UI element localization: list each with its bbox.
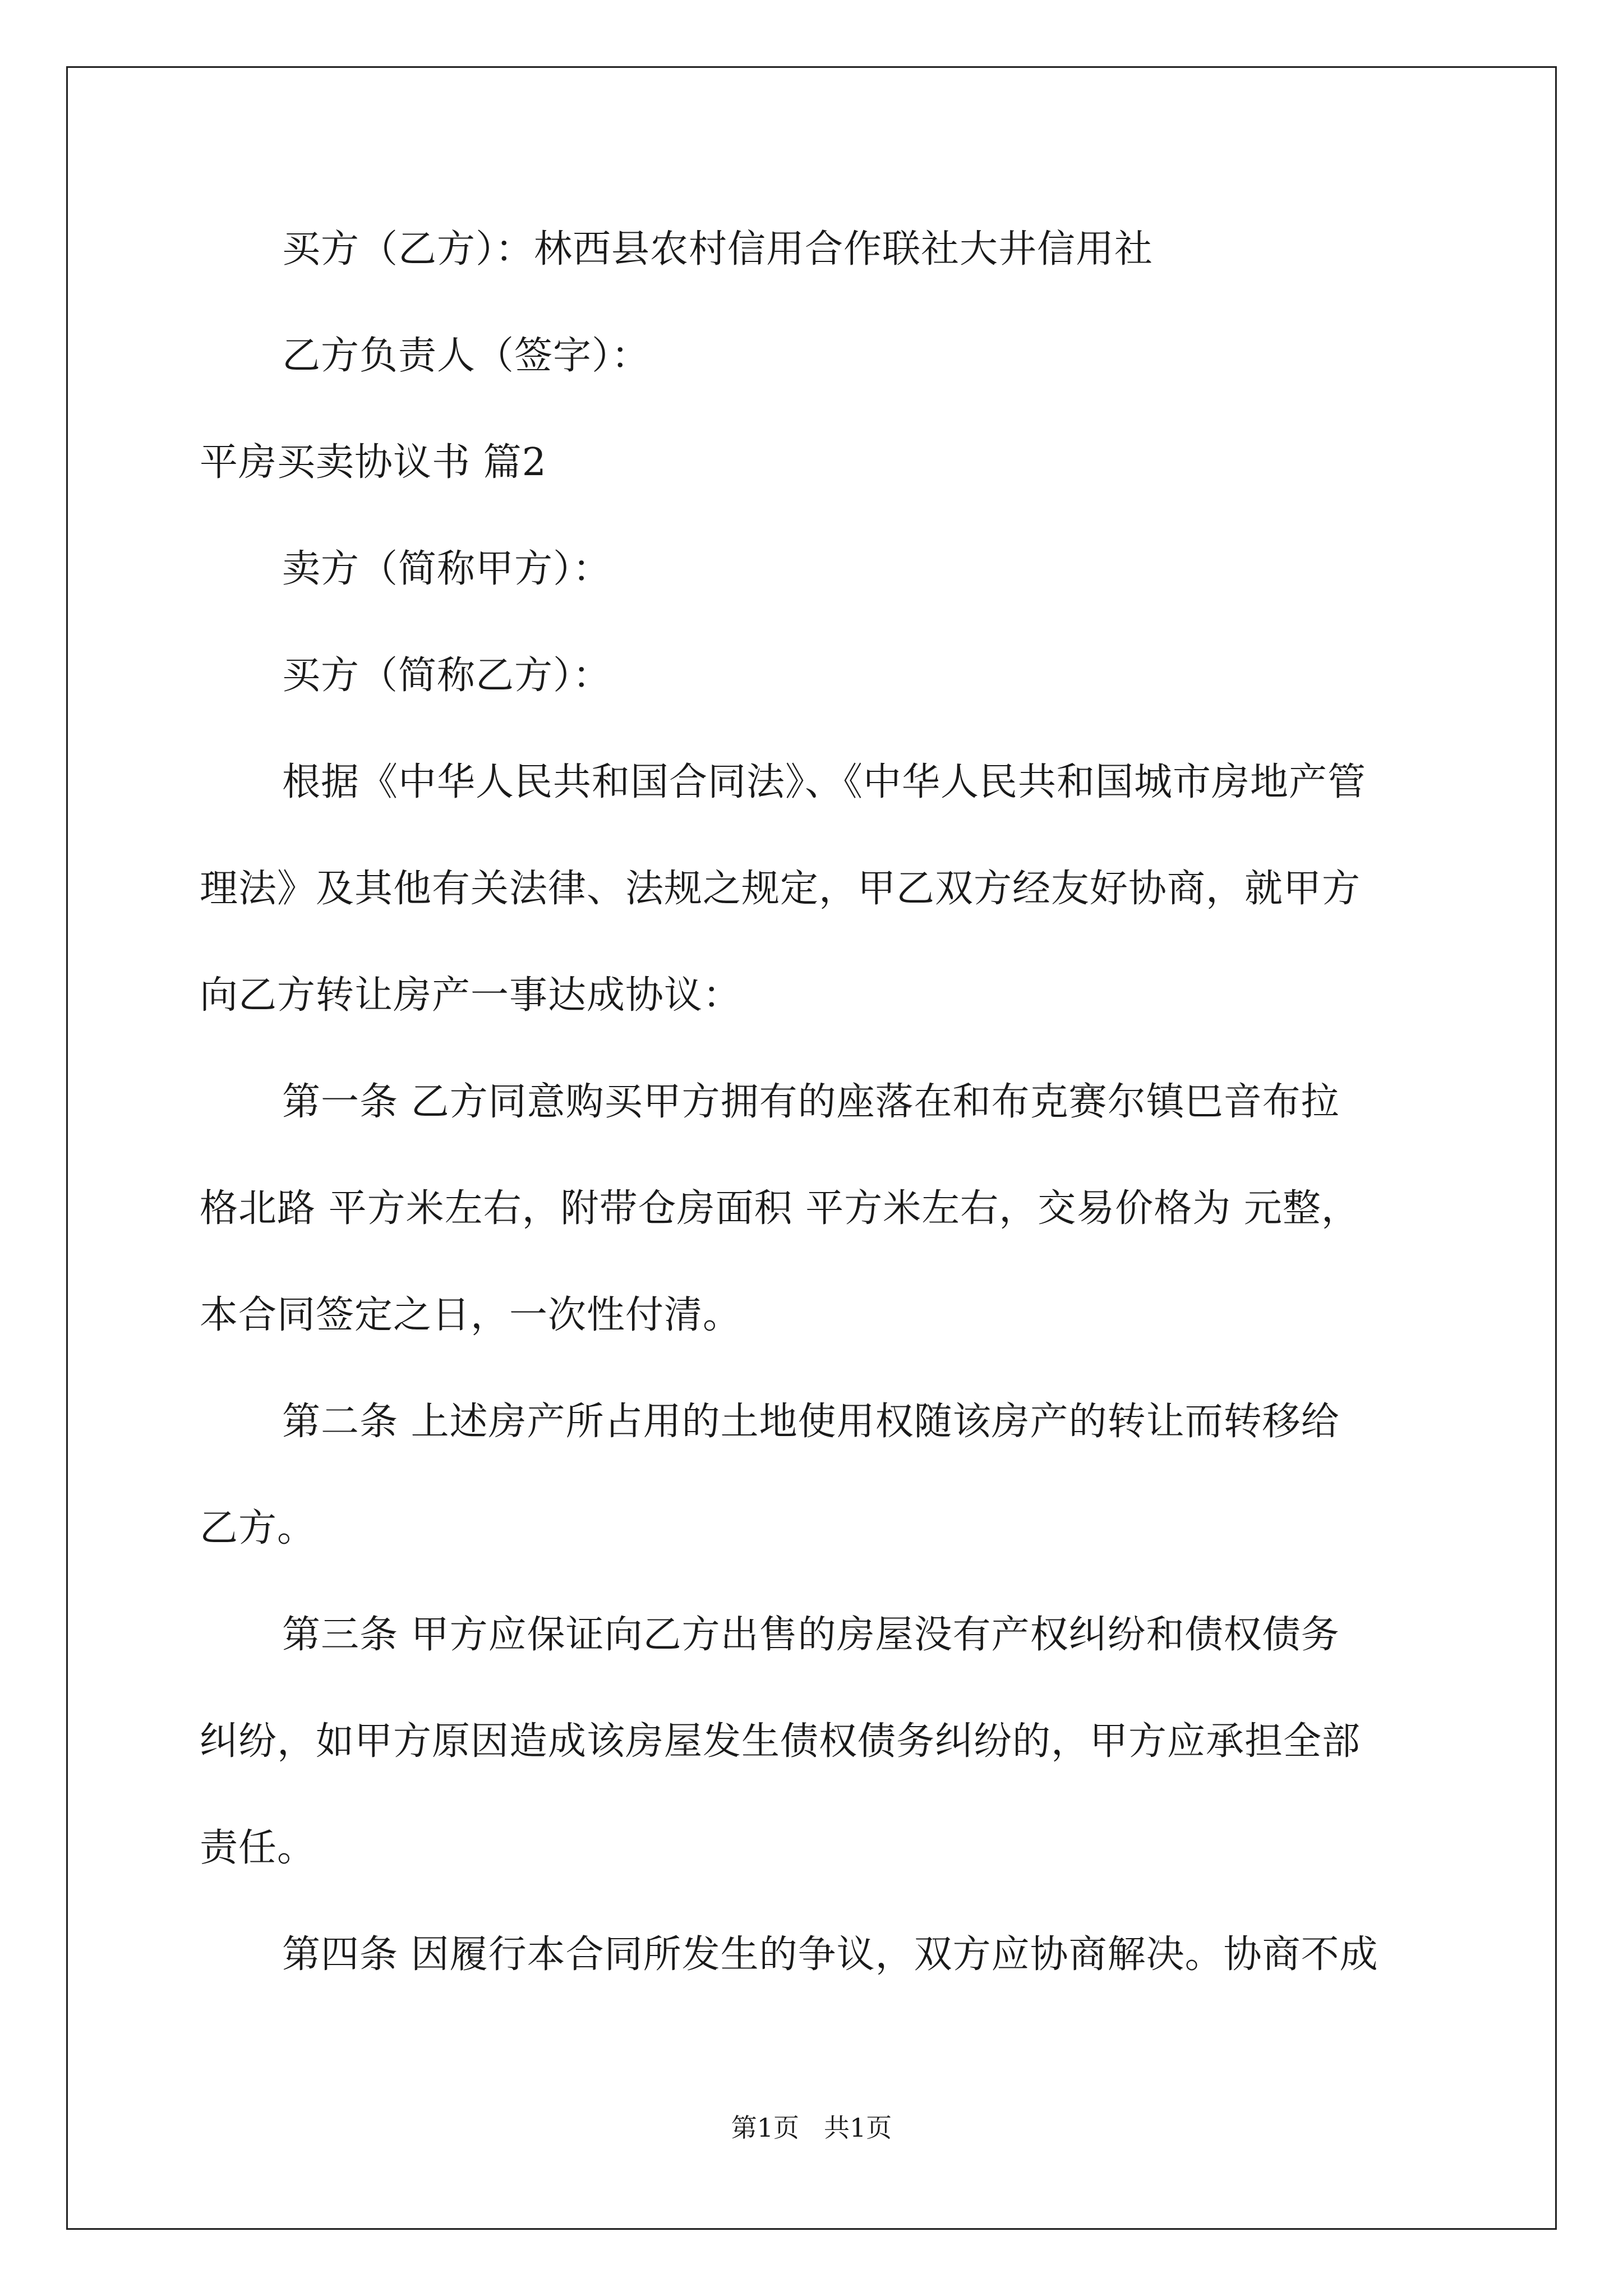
- article-3-line-3: 责任。: [200, 1826, 316, 1870]
- page-number: 第1页: [731, 2113, 799, 2143]
- preamble-line-1: 根据《中华人民共和国合同法》、《中华人民共和国城市房地产管: [282, 760, 1367, 804]
- article-1-line-3: 本合同签定之日，一次性付清。: [200, 1293, 742, 1337]
- article-2-line-1: 第二条 上述房产所占用的土地使用权随该房产的转让而转移给: [282, 1400, 1340, 1444]
- article-3-line-2: 纠纷，如甲方原因造成该房屋发生债权债务纠纷的，甲方应承担全部: [200, 1719, 1361, 1764]
- buyer-party-line: 买方（乙方）：林西县农村信用合作联社大井信用社: [282, 227, 1154, 272]
- preamble-line-2: 理法》及其他有关法律、法规之规定，甲乙双方经友好协商，就甲方: [200, 867, 1361, 911]
- article-3-line-1: 第三条 甲方应保证向乙方出售的房屋没有产权纠纷和债权债务: [282, 1613, 1340, 1657]
- article-1-line-1: 第一条 乙方同意购买甲方拥有的座落在和布克赛尔镇巴音布拉: [282, 1080, 1340, 1124]
- preamble-line-3: 向乙方转让房产一事达成协议：: [200, 973, 742, 1018]
- section-heading: 平房买卖协议书 篇2: [200, 440, 547, 485]
- seller-line: 卖方（简称甲方）：: [282, 547, 612, 591]
- article-4-line-1: 第四条 因履行本合同所发生的争议，双方应协商解决。协商不成: [282, 1932, 1378, 1977]
- page-frame: [66, 66, 1557, 2230]
- article-2-line-2: 乙方。: [200, 1506, 316, 1550]
- page-footer: [0, 2112, 1623, 2143]
- page-total: 共1页: [824, 2113, 892, 2143]
- party-b-signature-line: 乙方负责人（签字）：: [282, 334, 651, 378]
- buyer-line: 买方（简称乙方）：: [282, 654, 612, 698]
- article-1-line-2: 格北路 平方米左右，附带仓房面积 平方米左右，交易价格为 元整，: [200, 1186, 1360, 1231]
